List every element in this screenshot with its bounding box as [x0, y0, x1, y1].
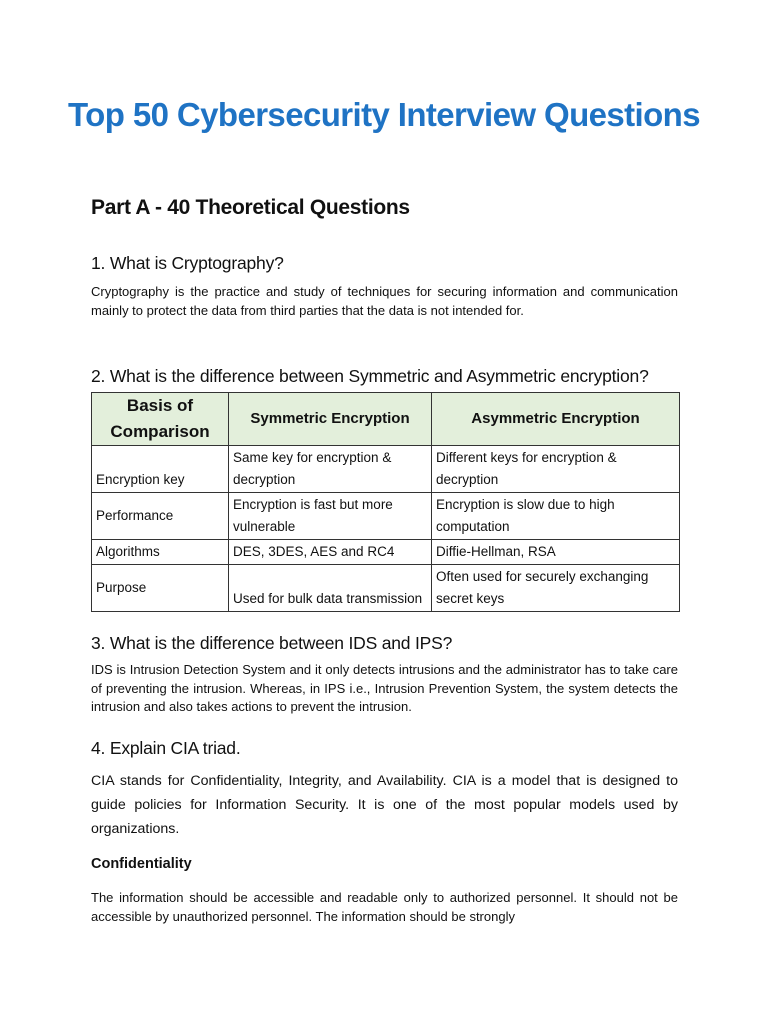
symmetric-cell: DES, 3DES, AES and RC4	[229, 540, 432, 565]
question-2-heading: 2. What is the difference between Symmetric and Asymmetric encryption?	[91, 366, 649, 386]
part-heading: Part A - 40 Theoretical Questions	[91, 196, 410, 219]
table-row	[92, 493, 680, 540]
table-row	[92, 446, 680, 493]
question-3-heading: 3. What is the difference between IDS and IPS?	[91, 633, 453, 653]
symmetric-cell: Used for bulk data transmission	[229, 565, 432, 612]
header-symmetric: Symmetric Encryption	[229, 393, 432, 446]
table-header-row	[92, 393, 680, 446]
symmetric-cell: Encryption is fast but more vulnerable	[229, 493, 432, 540]
asymmetric-cell: Often used for securely exchanging secret keys	[432, 565, 680, 612]
question-4-heading: 4. Explain CIA triad.	[91, 738, 241, 758]
asymmetric-cell: Encryption is slow due to high computation	[432, 493, 680, 540]
basis-cell: Performance	[92, 493, 229, 540]
question-4-answer: CIA stands for Confidentiality, Integrity, and Availability. CIA is a model that is designed to guide policies for Information Security. It is one of the most popular models used by organizations.	[91, 773, 678, 837]
encryption-comparison-table	[91, 392, 680, 612]
basis-cell: Algorithms	[92, 540, 229, 565]
question-1-answer: Cryptography is the practice and study of techniques for securing information and communication mainly to protect the data from third parties that the data is not intended for.	[91, 284, 678, 318]
symmetric-cell: Same key for encryption & decryption	[229, 446, 432, 493]
header-basis: Basis of Comparison	[92, 393, 229, 446]
question-3-answer: IDS is Intrusion Detection System and it only detects intrusions and the administrator has to take care of preventing the intrusion. Whereas, in IPS i.e., Intrusion Prevention System, the system detects the intrusion and also takes actions to prevent the intrusion.	[91, 662, 678, 714]
table-row	[92, 565, 680, 612]
question-1-heading: 1. What is Cryptography?	[91, 253, 284, 273]
asymmetric-cell: Diffie-Hellman, RSA	[432, 540, 680, 565]
table-row	[92, 540, 680, 565]
confidentiality-text: The information should be accessible and readable only to authorized personnel. It should not be accessible by unauthorized personnel. The information should be strongly	[91, 890, 678, 924]
basis-cell: Purpose	[92, 565, 229, 612]
document-title: Top 50 Cybersecurity Interview Questions	[68, 96, 700, 133]
asymmetric-cell: Different keys for encryption & decryption	[432, 446, 680, 493]
basis-cell: Encryption key	[92, 446, 229, 493]
header-asymmetric: Asymmetric Encryption	[432, 393, 680, 446]
confidentiality-subheading: Confidentiality	[91, 856, 192, 872]
